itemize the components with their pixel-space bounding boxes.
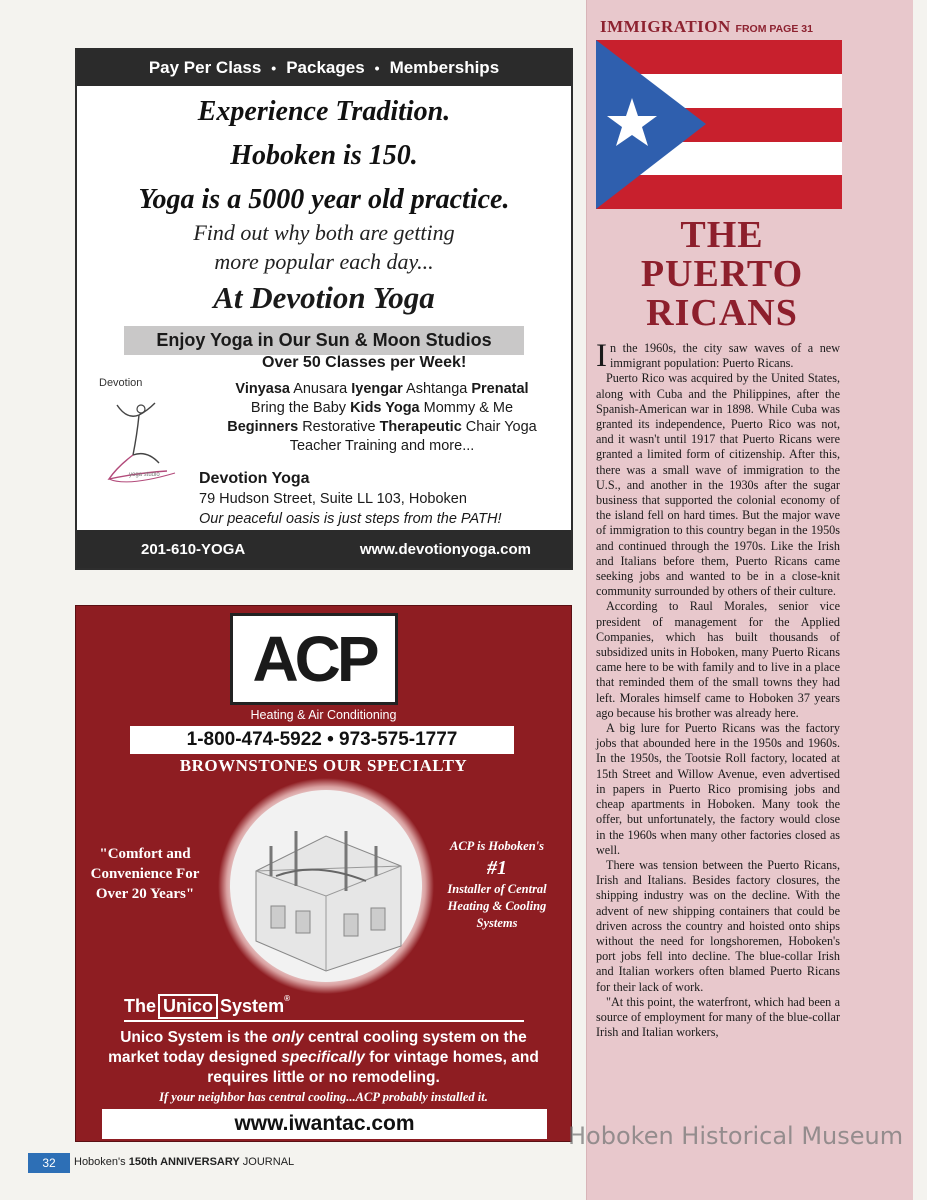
yoga-class-line: [197, 418, 567, 437]
installer-top-text: ACP is Hoboken's: [450, 839, 544, 853]
devotion-yoga-ad: [75, 48, 573, 570]
headline-line-3: RICANS: [646, 292, 798, 334]
description-segment: central cooling system on the market today designed: [108, 1029, 527, 1066]
unico-name: Unico: [158, 994, 218, 1019]
yoga-option-pay-per-class: Pay Per Class: [148, 58, 262, 77]
yoga-class-list: [197, 380, 567, 456]
museum-watermark: Hoboken Historical Museum: [568, 1122, 904, 1150]
yoga-classes-title: Over 50 Classes per Week!: [262, 354, 467, 371]
bullet: •: [374, 60, 380, 76]
yoga-address: 79 Hudson Street, Suite LL 103, Hoboken: [199, 491, 467, 507]
kicker-continuation: FROM PAGE 31: [735, 23, 813, 35]
yoga-class-name: Kids Yoga: [350, 400, 420, 416]
acp-logo: ACP: [252, 623, 376, 695]
divider: [124, 1020, 524, 1022]
acp-quote: "Comfort and Convenience For Over 20 Years": [90, 846, 200, 902]
yoga-class-name: Prenatal: [471, 381, 529, 397]
yoga-subline-2: more popular each day...: [214, 249, 434, 274]
installer-bottom-text: Installer of Central Heating & Cooling Systems: [447, 882, 547, 930]
description-segment: only: [271, 1029, 304, 1046]
yoga-phone: 201-610-YOGA: [141, 540, 246, 558]
journal-pre: Hoboken's: [74, 1156, 129, 1168]
yoga-headline-1: Experience Tradition.: [197, 96, 451, 127]
yoga-class-name: Therapeutic: [379, 419, 462, 435]
article-paragraph: Puerto Rico was acquired by the United States, along with Cuba and the Philippines, after the Spanish-American war in 1898. While Cuba was granted its independence, Puerto Rico was not, and it wasn't until 1917 that Puerto Ricans were granted a limited form of citizenship. After this, there was a small wave of immigration to the U.S., and another in the 1930s after the sugar business that supported the colonial economy of the island fell on hard times. But the major wave of immigration to this country began in the 1950s and continued through the 1970s. Like the Irish and Italians before them, Puerto Ricans came seeking jobs and wanted to be in a close-knit community surrounded by others of their culture.: [596, 371, 840, 599]
brownstone-house-illustration-icon: [216, 776, 436, 996]
journal-post: JOURNAL: [239, 1156, 295, 1168]
yoga-class-name: Teacher Training and more...: [289, 438, 475, 454]
yoga-class-name: Bring the Baby: [250, 400, 351, 416]
yoga-option-memberships: Memberships: [389, 58, 500, 77]
acp-phone-numbers: 1-800-474-5922 • 973-575-1777: [130, 726, 514, 754]
article-paragraph: "At this point, the waterfront, which had been a source of employment for many of the blue-collar Irish and Italian workers,: [596, 994, 840, 1040]
journal-bold: 150th ANNIVERSARY: [128, 1156, 240, 1168]
article-body: [596, 338, 840, 1040]
logo-wordmark: Devotion: [99, 377, 143, 389]
acp-tagline: Heating & Air Conditioning: [250, 708, 397, 722]
drop-cap: I: [596, 338, 607, 374]
unico-description: [96, 1028, 551, 1088]
acp-specialty: BROWNSTONES OUR SPECIALTY: [179, 756, 468, 775]
unico-system: System: [220, 996, 285, 1016]
yoga-class-line: [197, 399, 567, 418]
installer-rank: #1: [487, 857, 507, 879]
acp-heating-ad: [75, 605, 572, 1142]
registered-mark: ®: [284, 994, 290, 1003]
yoga-class-name: Chair Yoga: [461, 419, 537, 435]
yoga-website: www.devotionyoga.com: [359, 540, 531, 558]
yoga-class-name: Vinyasa: [235, 381, 290, 397]
acp-installer-claim: [432, 838, 562, 932]
journal-title: [74, 1156, 294, 1168]
article-headline: [587, 216, 857, 333]
yoga-class-name: Anusara: [289, 381, 352, 397]
description-segment: specifically: [281, 1049, 365, 1066]
kicker-section: IMMIGRATION: [600, 17, 731, 36]
yoga-top-bar: [77, 50, 571, 86]
article-paragraph: [596, 338, 840, 374]
article-paragraph: According to Raul Morales, senior vice president of management for the Applied Companies, which has built thousands of subsidized units in Hoboken, many Puerto Ricans came here to be with family and to live in a place that reminded them of the small towns they had left. Morales himself came to Hoboken 37 years ago because his brother was already here.: [596, 599, 840, 720]
acp-website: www.iwantac.com: [102, 1109, 547, 1139]
yoga-class-name: Beginners: [227, 419, 299, 435]
yoga-headline-2: Hoboken is 150.: [230, 140, 418, 171]
logo-subtext: yoga studio: [129, 472, 160, 478]
yoga-business-name: Devotion Yoga: [199, 470, 310, 487]
yoga-class-name: Ashtanga: [402, 381, 472, 397]
first-paragraph-text: n the 1960s, the city saw waves of a new immigrant population: Puerto Ricans.: [610, 341, 840, 371]
headline-line-2: PUERTO: [640, 253, 804, 295]
yoga-contact-bar: [77, 530, 571, 568]
yoga-class-name: Restorative: [298, 419, 380, 435]
yoga-class-name: Iyengar: [351, 381, 403, 397]
unico-system-logo: [124, 994, 290, 1019]
yoga-headline-3: Yoga is a 5000 year old practice.: [138, 184, 510, 215]
bullet: •: [271, 60, 277, 76]
yoga-tagline: Our peaceful oasis is just steps from the PATH!: [199, 511, 502, 527]
acp-neighbor-line: If your neighbor has central cooling...ACP probably installed it.: [159, 1090, 488, 1104]
yoga-class-line: [197, 380, 567, 399]
yoga-option-packages: Packages: [286, 58, 365, 77]
yoga-studios-band: Enjoy Yoga in Our Sun & Moon Studios: [124, 326, 524, 355]
article-paragraph: There was tension between the Puerto Ricans, Irish and Italians. Besides factory closures, the shipping industry was on the decline. With the advent of new shipping containers that could be driven across the country and hoisted onto ships without the need for longshoremen, Hoboken's port jobs fell into decline. The blue-collar Irish and Italian workers often blamed Puerto Ricans for their lack of work.: [596, 857, 840, 994]
unico-the: The: [124, 996, 157, 1016]
article-kicker: [600, 17, 813, 37]
article-column: [586, 0, 913, 1200]
description-segment: Unico System is the: [120, 1029, 272, 1046]
yoga-devotion-line: At Devotion Yoga: [213, 280, 435, 315]
acp-logo-box: [230, 613, 398, 705]
yoga-class-name: Mommy & Me: [419, 400, 514, 416]
page-number: 32: [28, 1153, 70, 1173]
description-segment: for vintage homes, and requires little or no remodeling.: [207, 1049, 539, 1086]
yoga-class-line: [197, 437, 567, 456]
yoga-subline-1: Find out why both are getting: [193, 220, 455, 245]
article-paragraph: A big lure for Puerto Ricans was the factory jobs that abounded here in the 1950s and 1960s. In the 1950s, the Tootsie Roll factory, located at 15th Street and Willow Avenue, even advertised in papers in Puerto Rico promising jobs and cheap apartments in Hoboken. Many took the offer, but unfortunately, the factory would close in the 1960s when many other factories closed as well.: [596, 721, 840, 857]
headline-line-1: THE: [680, 214, 764, 256]
puerto-rico-flag-icon: [596, 40, 842, 209]
